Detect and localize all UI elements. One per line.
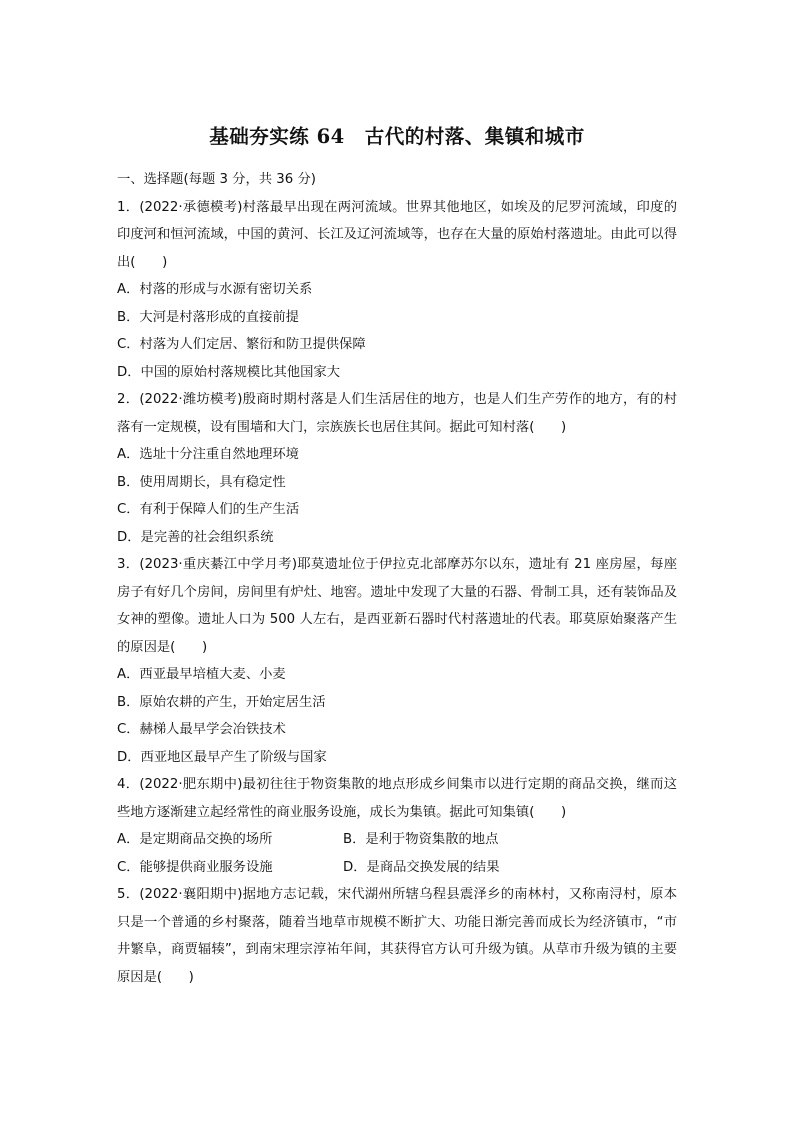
question-2 bbox=[117, 386, 677, 551]
question-1-stem: 1．(2022·承德模考)村落最早出现在两河流域。世界其他地区，如埃及的尼罗河流域，印度的印度河和恒河流域，中国的黄河、长江及辽河流域等，也存在大量的原始村落遗址。由此可以得出( ) bbox=[117, 199, 677, 270]
question-4-option-b: B．是利于物资集散的地点 bbox=[343, 832, 499, 847]
document-title: 基础夯实练 64 古代的村落、集镇和城市 bbox=[209, 125, 585, 148]
question-2-option-d: D．是完善的社会组织系统 bbox=[117, 529, 274, 545]
question-4-option-d: D．是商品交换发展的结果 bbox=[343, 859, 500, 875]
question-3-option-a: A．西亚最早培植大麦、小麦 bbox=[117, 667, 286, 682]
question-1-option-a: A．村落的形成与水源有密切关系 bbox=[117, 282, 313, 297]
document-body bbox=[117, 166, 677, 991]
question-1-option-d: D．中国的原始村落规模比其他国家大 bbox=[117, 364, 340, 380]
question-5-stem: 5．(2022·襄阳期中)据地方志记载，宋代湖州所辖乌程县震泽乡的南林村，又称南浔村，原本只是一个普通的乡村聚落，随着当地草市规模不断扩大、功能日渐完善而成长为经济镇市，“市井繁阜，商贾辐辏”，到南宋理宗淳祐年间，其获得官方认可升级为镇。从草市升级为镇的主要原因是( ) bbox=[117, 887, 677, 985]
question-3-option-c: C．赫梯人最早学会冶铁技术 bbox=[117, 722, 286, 737]
question-4-option-c: C．能够提供商业服务设施 bbox=[117, 859, 273, 875]
question-2-option-a: A．选址十分注重自然地理环境 bbox=[117, 447, 299, 462]
section-header: 一、选择题(每题 3 分，共 36 分) bbox=[117, 172, 316, 187]
question-2-stem: 2．(2022·潍坊模考)殷商时期村落是人们生活居住的地方，也是人们生产劳作的地方，有的村落有一定规模，设有围墙和大门，宗族族长也居住其间。据此可知村落( ) bbox=[117, 392, 677, 435]
question-3-option-d: D．西亚地区最早产生了阶级与国家 bbox=[117, 749, 327, 765]
question-1-option-b: B．大河是村落形成的直接前提 bbox=[117, 309, 299, 325]
question-3-option-b: B．原始农耕的产生，开始定居生活 bbox=[117, 694, 326, 710]
question-3 bbox=[117, 551, 677, 771]
question-4-option-a: A．是定期商品交换的场所 bbox=[117, 832, 273, 847]
question-5 bbox=[117, 881, 677, 991]
question-2-option-c: C．有利于保障人们的生产生活 bbox=[117, 502, 300, 517]
question-4 bbox=[117, 771, 677, 881]
question-3-stem: 3．(2023·重庆綦江中学月考)耶莫遗址位于伊拉克北部摩苏尔以东，遗址有 21 座房屋，每座房子有好几个房间，房间里有炉灶、地窖。遗址中发现了大量的石器、骨制工具，还有装饰品及女神的塑像。遗址人口为 500 人左右，是西亚新石器时代村落遗址的代表。耶莫原始聚落产生的原因是( ) bbox=[117, 557, 677, 655]
question-1 bbox=[117, 194, 677, 387]
question-4-options-row-1 bbox=[117, 826, 677, 854]
question-4-options-row-2 bbox=[117, 854, 677, 882]
question-4-stem: 4．(2022·肥东期中)最初往往于物资集散的地点形成乡间集市以进行定期的商品交换，继而这些地方逐渐建立起经常性的商业服务设施，成长为集镇。据此可知集镇( ) bbox=[117, 777, 677, 820]
question-1-option-c: C．村落为人们定居、繁衍和防卫提供保障 bbox=[117, 337, 366, 352]
question-2-option-b: B．使用周期长，具有稳定性 bbox=[117, 474, 286, 490]
